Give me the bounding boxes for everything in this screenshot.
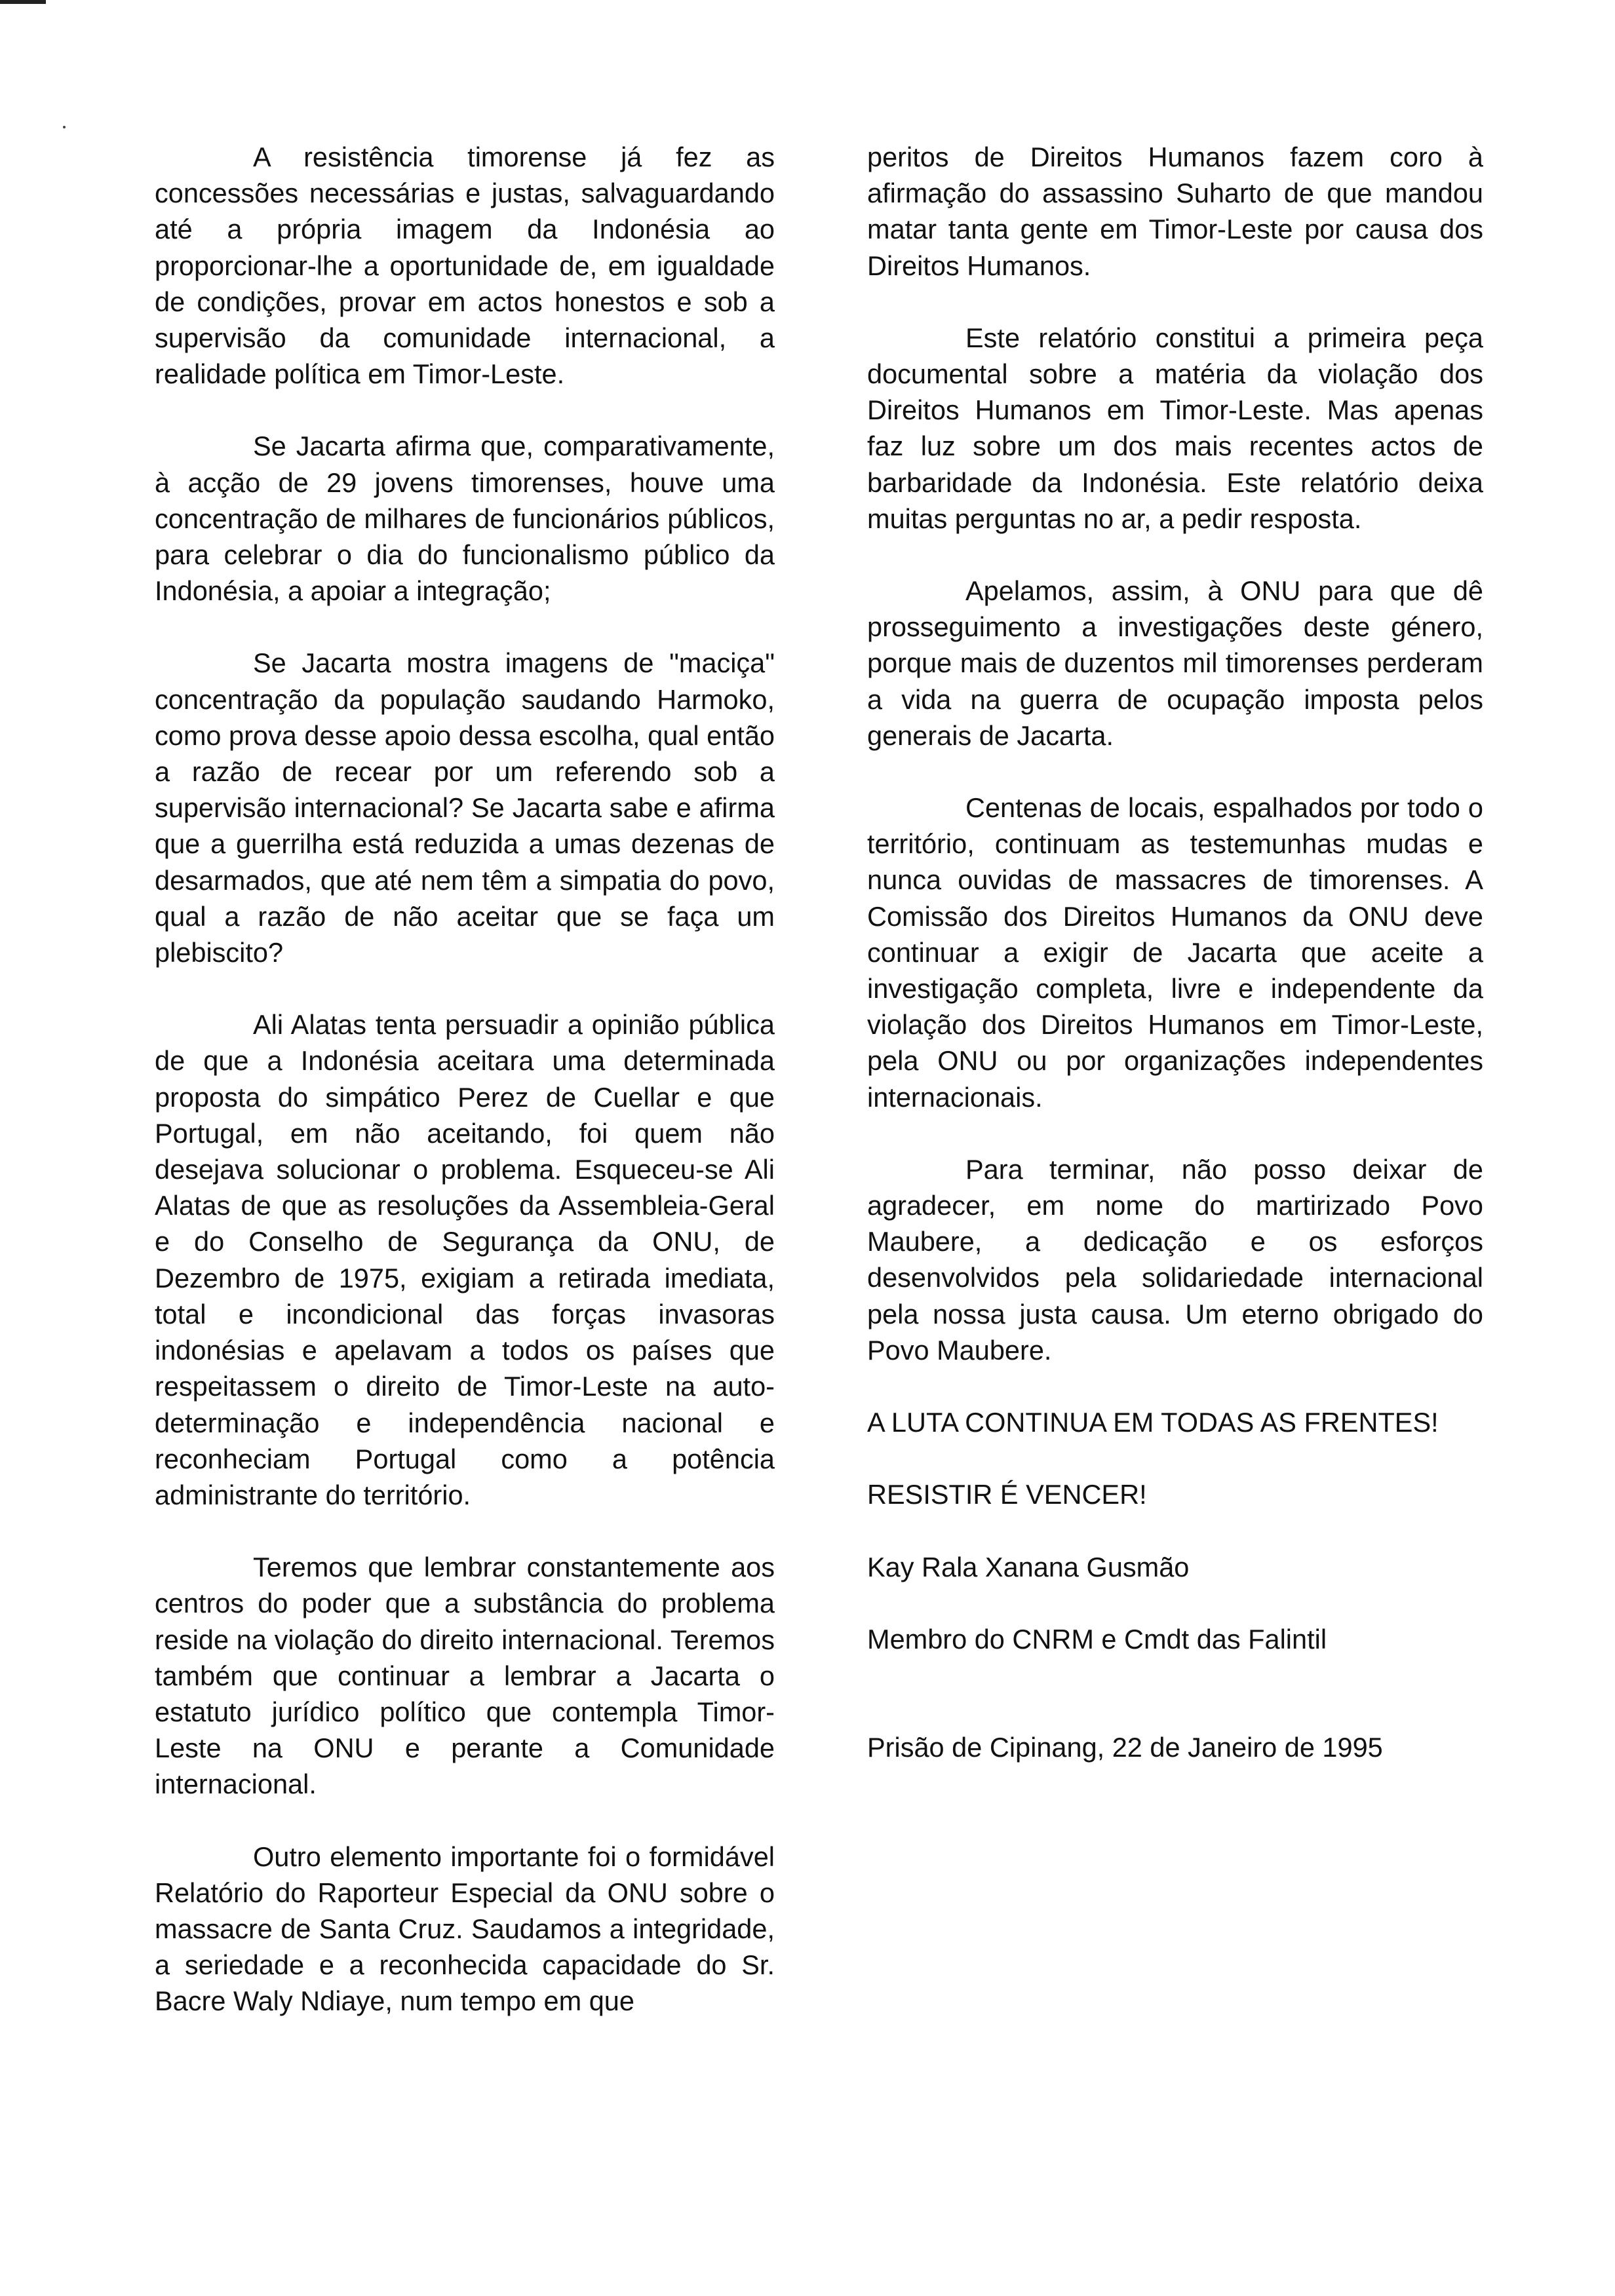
- scan-mark: [0, 0, 46, 4]
- paragraph: Este relatório constitui a primeira peça documental sobre a matéria da violação dos Direitos Humanos em Timor-Leste. Mas apenas faz luz sobre um dos mais recentes actos de barbaridade da Indonésia. Este relatório deixa muitas perguntas no ar, a pedir resposta.: [867, 322, 1483, 534]
- paragraph: Teremos que lembrar constantemente aos centros do poder que a substância do problema reside na violação do direito internacional. Teremos também que continuar a lembrar a Jacarta o estatuto jurídico político que contempla Timor-Leste na ONU e perante a Comunidade internacional.: [155, 1552, 775, 1800]
- paragraph: Se Jacarta mostra imagens de "maciça" concentração da população saudando Harmoko, como prova desse apoio dessa escolha, qual então a razão de recear por um referendo sob a supervisão internacional? Se Jacarta sabe e afirma que a guerrilha está reduzida a umas dezenas de desarmados, que até nem têm a simpatia do povo, qual a razão de não aceitar que se faça um plebiscito?: [155, 647, 775, 968]
- paragraph: Apelamos, assim, à ONU para que dê prosseguimento a investigações deste género, porque mais de duzentos mil timorenses perderam a vida na guerra de ocupação imposta pelos generais de Jacarta.: [867, 575, 1483, 751]
- closing-motto: RESISTIR É VENCER!: [867, 1479, 1147, 1510]
- right-column: [867, 139, 1483, 1801]
- place-date: Prisão de Cipinang, 22 de Janeiro de 1995: [867, 1731, 1383, 1763]
- signature-name: Kay Rala Xanana Gusmão: [867, 1551, 1190, 1582]
- paragraph: Para terminar, não posso deixar de agradecer, em nome do martirizado Povo Maubere, a dedicação e os esforços desenvolvidos pela solidariedade internacional pela nossa justa causa. Um eterno obrigado do Povo Maubere.: [867, 1153, 1483, 1366]
- scan-speck: [63, 126, 66, 128]
- paragraph: Ali Alatas tenta persuadir a opinião pública de que a Indonésia aceitara uma determinada proposta do simpático Perez de Cuellar e que Portugal, em não aceitando, foi quem não desejava solucionar o problema. Esqueceu-se Ali Alatas de que as resoluções da Assembleia-Geral e do Conselho de Segurança da ONU, de Dezembro de 1975, exigiam a retirada imediata, total e incondicional das forças invasoras indonésias e apelavam a todos os países que respeitassem o direito de Timor-Leste na auto-determinação e independência nacional e reconheciam Portugal como a potência administrante do território.: [155, 1009, 775, 1510]
- paragraph: Se Jacarta afirma que, comparativamente, à acção de 29 jovens timorenses, houve uma concentração de milhares de funcionários públicos, para celebrar o dia do funcionalismo público da Indonésia, a apoiar a integração;: [155, 430, 775, 607]
- left-column: [155, 139, 775, 2056]
- paragraph-continued: peritos de Direitos Humanos fazem coro à afirmação do assassino Suharto de que mandou matar tanta gente em Timor-Leste por causa dos Direitos Humanos.: [867, 142, 1483, 281]
- paragraph: Centenas de locais, espalhados por todo o território, continuam as testemunhas mudas e nunca ouvidas de massacres de timorenses. A Comissão dos Direitos Humanos da ONU deve continuar a exigir de Jacarta que aceite a investigação completa, livre e independente da violação dos Direitos Humanos em Timor-Leste, pela ONU ou por organizações independentes internacionais.: [867, 792, 1483, 1113]
- paragraph: Outro elemento importante foi o formidável Relatório do Raporteur Especial da ONU sobre o massacre de Santa Cruz. Saudamos a integridade, a seriedade e a reconhecida capacidade do Sr. Bacre Waly Ndiaye, num tempo em que: [155, 1841, 775, 2017]
- signature-role: Membro do CNRM e Cmdt das Falintil: [867, 1623, 1327, 1655]
- closing-slogan: A LUTA CONTINUA EM TODAS AS FRENTES!: [867, 1407, 1439, 1438]
- paragraph: A resistência timorense já fez as concessões necessárias e justas, salvaguardando até a própria imagem da Indonésia ao proporcionar-lhe a oportunidade de, em igualdade de condições, provar em actos honestos e sob a supervisão da comunidade internacional, a realidade política em Timor-Leste.: [155, 142, 775, 390]
